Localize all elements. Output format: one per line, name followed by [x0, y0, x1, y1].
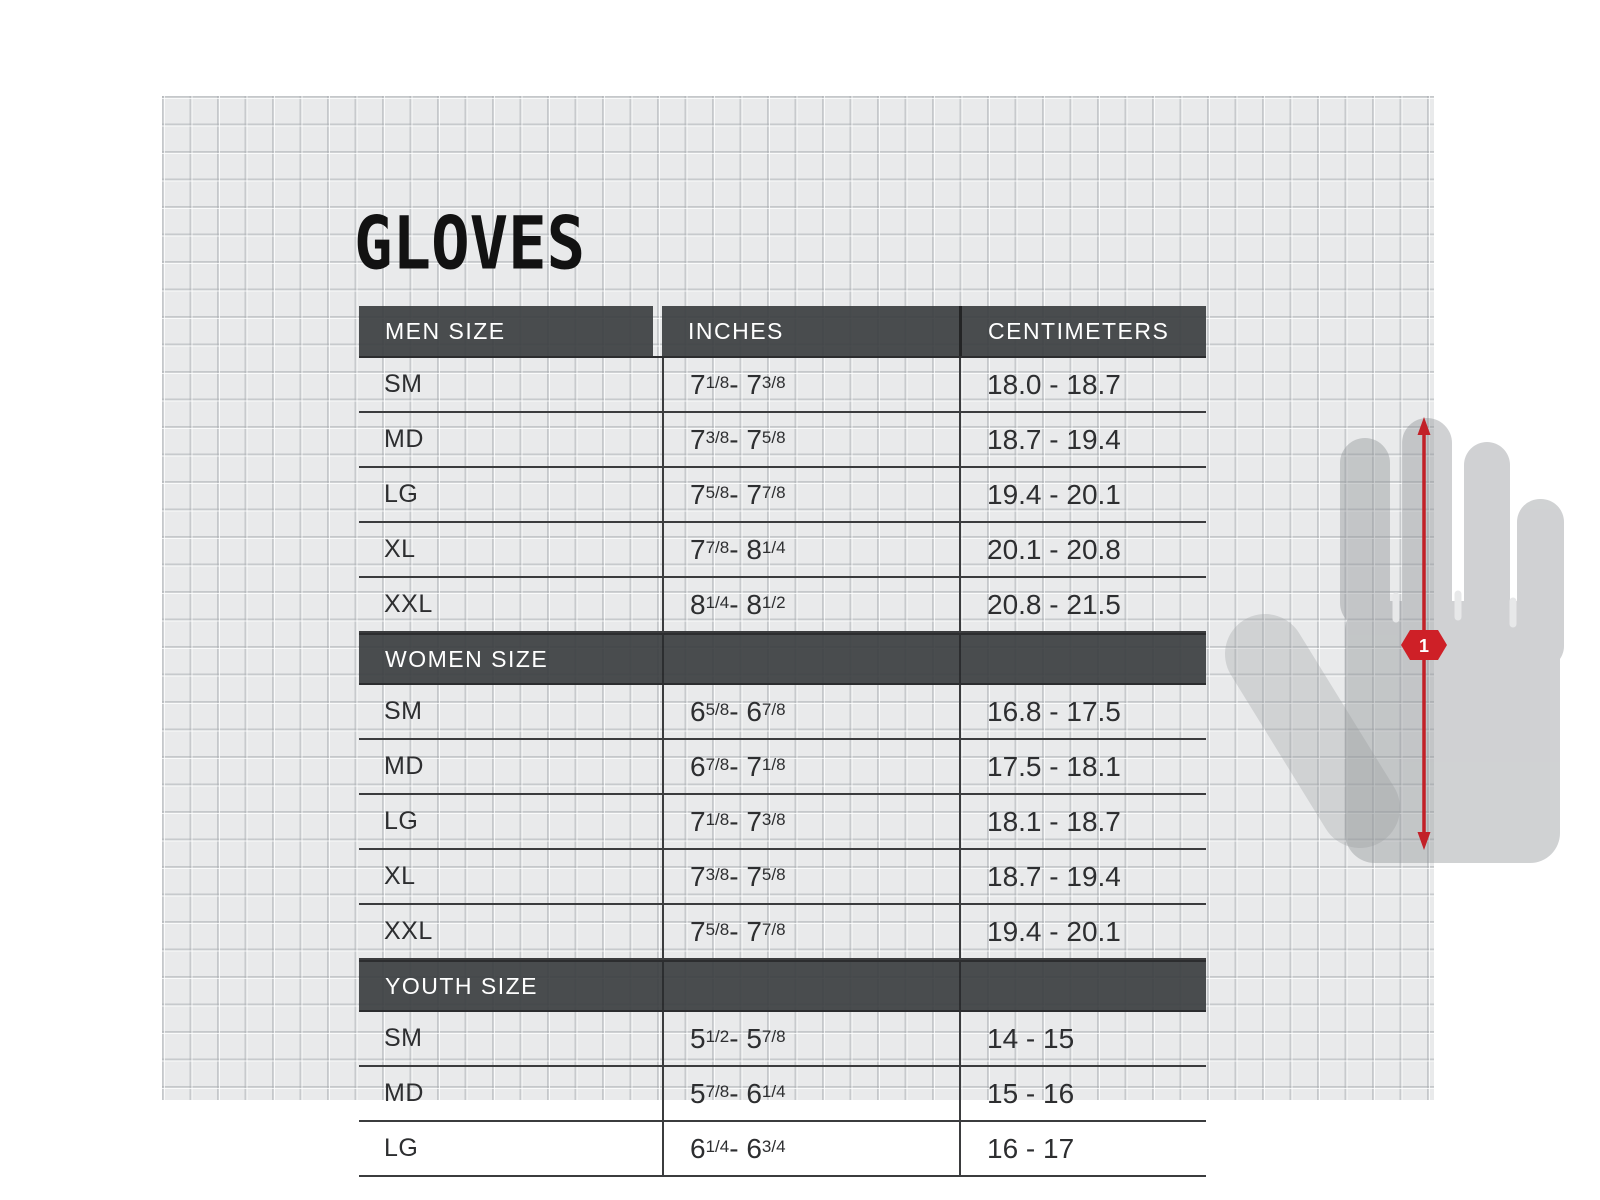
centimeters-cell: 20.1 - 20.8	[959, 523, 1206, 576]
section-empty-cell	[959, 962, 1206, 1010]
section-label: WOMEN SIZE	[385, 645, 549, 672]
centimeters-cell: 15 - 16	[959, 1067, 1206, 1120]
table-row	[359, 578, 1206, 633]
size-cell: XL	[384, 862, 416, 890]
hand-measurement-diagram	[1202, 396, 1600, 871]
size-table	[359, 306, 1206, 1177]
section-label: YOUTH SIZE	[385, 972, 539, 999]
section-header-youth-size	[359, 960, 1206, 1012]
size-cell: SM	[384, 370, 423, 398]
centimeters-cell: 18.1 - 18.7	[959, 795, 1206, 848]
centimeters-cell: 16 - 17	[959, 1122, 1206, 1175]
section-empty-cell	[662, 635, 959, 683]
table-row	[359, 1067, 1206, 1122]
table-header-row	[359, 306, 1206, 358]
size-cell: XXL	[384, 917, 433, 945]
header-gap	[653, 306, 662, 356]
inches-cell: 7 $^{7/8}$ - 8 $^{1/4}$	[662, 523, 959, 576]
inches-cell: 7 $^{3/8}$ - 7 $^{5/8}$	[662, 413, 959, 466]
centimeters-cell: 16.8 - 17.5	[959, 685, 1206, 738]
section-header-women-size	[359, 633, 1206, 685]
inches-cell: 6 $^{7/8}$ - 7 $^{1/8}$	[662, 740, 959, 793]
table-row	[359, 740, 1206, 795]
table-row	[359, 468, 1206, 523]
size-cell: XL	[384, 535, 416, 563]
size-cell: LG	[384, 1134, 419, 1162]
size-cell: XXL	[384, 590, 433, 618]
table-row	[359, 413, 1206, 468]
table-row	[359, 905, 1206, 960]
header-cell-size: MEN SIZE	[359, 306, 653, 356]
header-cell-inches: INCHES	[662, 306, 959, 356]
size-cell: MD	[384, 425, 424, 453]
table-row	[359, 523, 1206, 578]
centimeters-cell: 19.4 - 20.1	[959, 468, 1206, 521]
size-cell: SM	[384, 697, 423, 725]
grid-panel	[162, 96, 1434, 1164]
table-row	[359, 1012, 1206, 1067]
centimeters-cell: 18.7 - 19.4	[959, 850, 1206, 903]
size-cell: MD	[384, 752, 424, 780]
inches-cell: 7 $^{3/8}$ - 7 $^{5/8}$	[662, 850, 959, 903]
page-title: GLOVES	[354, 202, 586, 287]
inches-cell: 5 $^{7/8}$ - 6 $^{1/4}$	[662, 1067, 959, 1120]
section-empty-cell	[662, 962, 959, 1010]
centimeters-cell: 19.4 - 20.1	[959, 905, 1206, 958]
section-empty-cell	[959, 635, 1206, 683]
table-row	[359, 685, 1206, 740]
centimeters-cell: 18.0 - 18.7	[959, 358, 1206, 411]
size-cell: SM	[384, 1024, 423, 1052]
inches-cell: 7 $^{1/8}$ - 7 $^{3/8}$	[662, 795, 959, 848]
size-cell: LG	[384, 480, 419, 508]
inches-cell: 5 $^{1/2}$ - 5 $^{7/8}$	[662, 1012, 959, 1065]
size-cell: MD	[384, 1079, 424, 1107]
inches-cell: 7 $^{5/8}$ - 7 $^{7/8}$	[662, 905, 959, 958]
marker-label: 1	[1418, 636, 1430, 656]
size-cell: LG	[384, 807, 419, 835]
table-row	[359, 795, 1206, 850]
palm-and-fingers	[1340, 418, 1564, 863]
table-body	[359, 358, 1206, 1177]
inches-cell: 8 $^{1/4}$ - 8 $^{1/2}$	[662, 578, 959, 631]
centimeters-cell: 18.7 - 19.4	[959, 413, 1206, 466]
centimeters-cell: 17.5 - 18.1	[959, 740, 1206, 793]
inches-cell: 6 $^{5/8}$ - 6 $^{7/8}$	[662, 685, 959, 738]
inches-cell: 6 $^{1/4}$ - 6 $^{3/4}$	[662, 1122, 959, 1175]
table-row	[359, 358, 1206, 413]
inches-cell: 7 $^{5/8}$ - 7 $^{7/8}$	[662, 468, 959, 521]
header-cell-centimeters: CENTIMETERS	[959, 306, 1206, 356]
centimeters-cell: 14 - 15	[959, 1012, 1206, 1065]
inches-cell: 7 $^{1/8}$ - 7 $^{3/8}$	[662, 358, 959, 411]
table-row	[359, 1122, 1206, 1177]
table-row	[359, 850, 1206, 905]
measurement-marker-badge	[1401, 630, 1447, 660]
centimeters-cell: 20.8 - 21.5	[959, 578, 1206, 631]
